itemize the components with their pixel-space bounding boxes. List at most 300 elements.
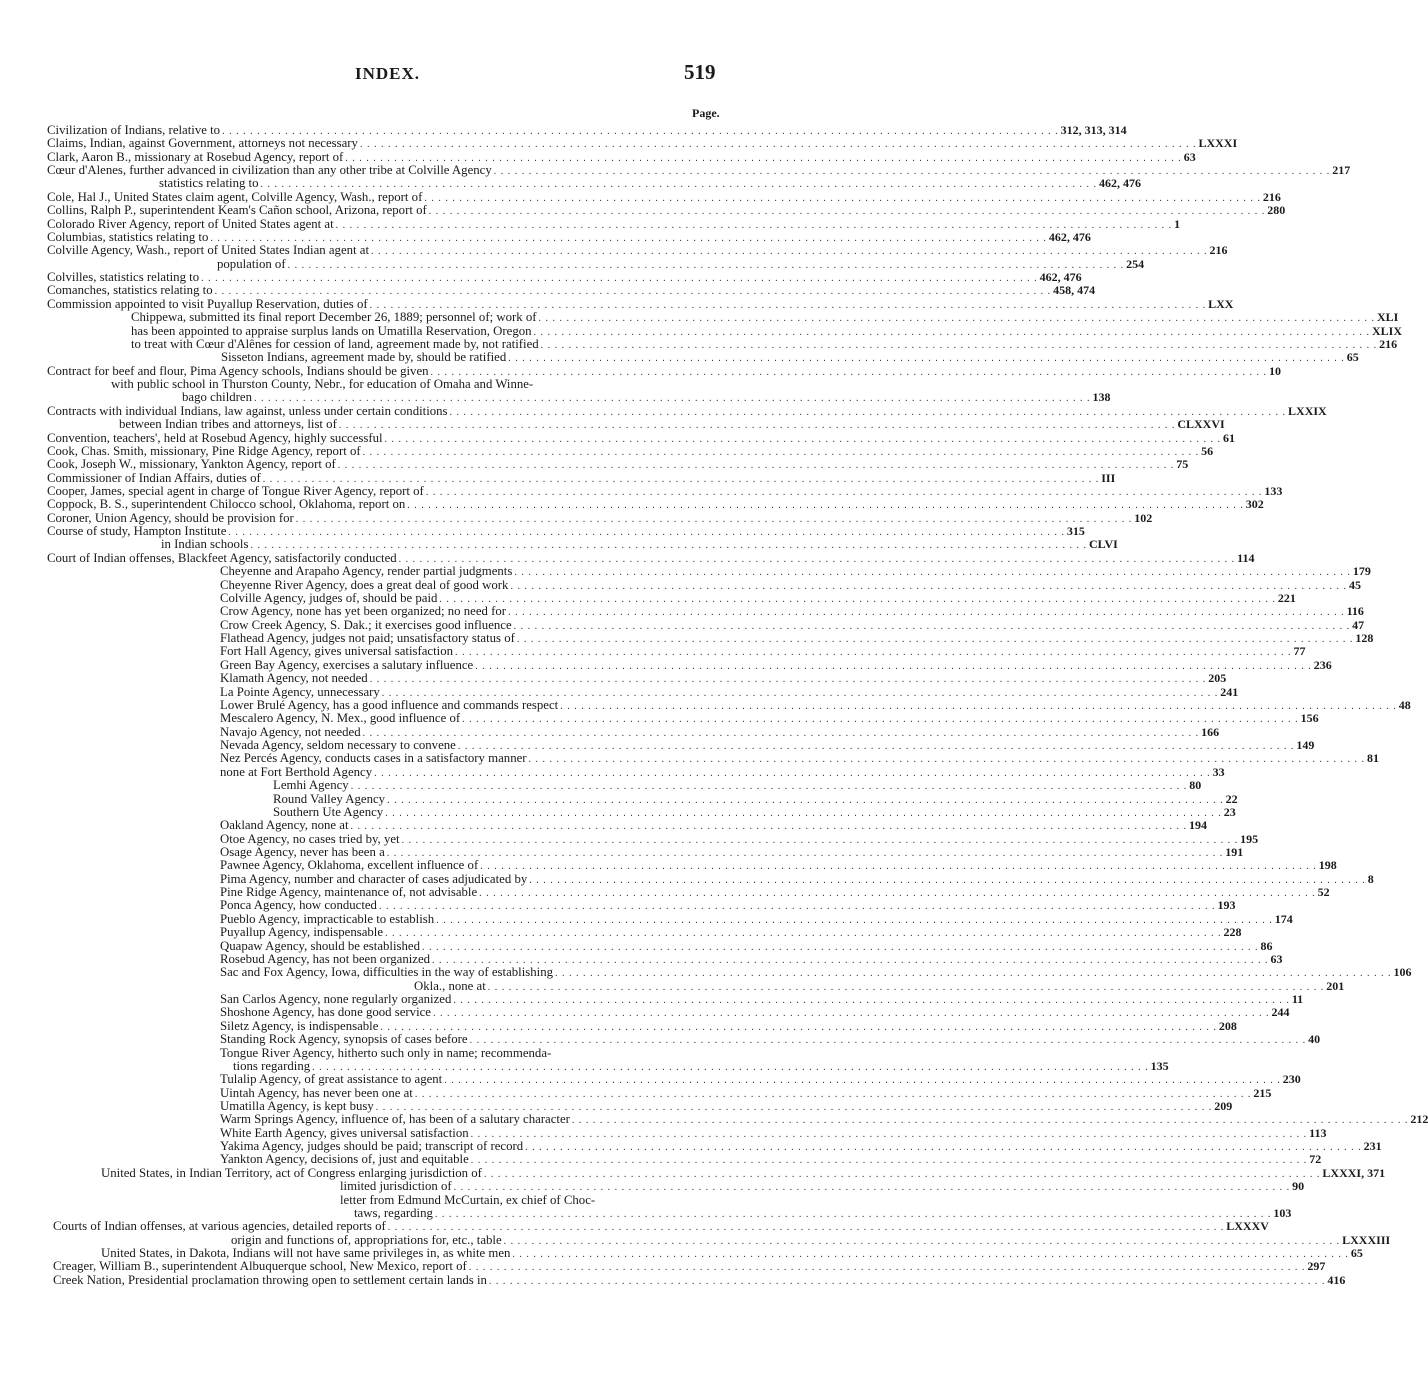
index-entry [220,657,1332,672]
entry-text: Flathead Agency, judges not paid; unsatisfactory status of [220,631,515,646]
index-entry [220,697,1411,712]
index-entry [111,378,734,391]
entry-text: Mescalero Agency, N. Mex., good influence of [220,711,461,726]
index-entry [220,938,1273,953]
entry-text: Civilization of Indians, relative to [47,123,221,137]
entry-text: Pima Agency, number and character of cases adjudicated by [220,871,528,886]
entry-text: Cole, Hal J., United States claim agent, Colville Agency, Wash., report of [47,189,423,204]
entry-text: Colville Agency, judges of, should be paid [220,590,438,605]
dot-leader: . . . . . . . . . . . . . . . . . . . . . . . . . . . . . . . . . . . . . . . . . . . . . . . . . . . . . . . . . . . . . . . . . . . . . . . . . . . . . . . . . . . . . . . . . . . . . . . . . . . . . . . . . . . . . . . . . . . . . . . . [222,126,1059,137]
entry-page: 103 [1273,1205,1292,1220]
entry-text: Creek Nation, Presidential proclamation throwing open to settlement certain lands in [53,1272,487,1287]
entry-page: 231 [1363,1139,1382,1154]
index-entry [220,898,1236,913]
entry-text: Standing Rock Agency, synopsis of cases before [220,1032,468,1047]
dot-leader: . . . . . . . . . . . . . . . . . . . . . . . . . . . . . . . . . . . . . . . . . . . . . . . . . . . . . . . . . . . . . . . . . . . . . . . . . . . . . . . . . . . . . . . . . . . . . . . . . . . . . . . . . . . . . . . . . . . . . . . . [483,1168,1321,1180]
entry-page: 63 [1183,149,1196,164]
entry-page: 135 [1150,1058,1169,1073]
dot-leader: . . . . . . . . . . . . . . . . . . . . . . . . . . . . . . . . . . . . . . . . . . . . . . . . . . . . . . . . . . . . . . . . . . . . . . . . . . . . . . . . . . . . . . . . . . . . . . . . . . . . . . . . . . . . . . . . . . . . . . . . [425,486,1263,498]
entry-page: 113 [1309,1125,1327,1140]
dot-leader: . . . . . . . . . . . . . . . . . . . . . . . . . . . . . . . . . . . . . . . . . . . . . . . . . . . . . . . . . . . . . . . . . . . . . . . . . . . . . . . . . . . . . . . . . . . . . . . . . . . . . . . . . . . . . . . . . . . . . . . . [434,1208,1272,1220]
dot-leader: . . . . . . . . . . . . . . . . . . . . . . . . . . . . . . . . . . . . . . . . . . . . . . . . . . . . . . . . . . . . . . . . . . . . . . . . . . . . . . . . . . . . . . . . . . . . . . . . . . . . . . . . . . . . . . . . . . . . . . . . [362,446,1200,458]
dot-leader: . . . . . . . . . . . . . . . . . . . . . . . . . . . . . . . . . . . . . . . . . . . . . . . . . . . . . . . . . . . . . . . . . . . . . . . . . . . . . . . . . . . . . . . . . . . . . . . . . . . . . . . . . . . . . . . . . . . . . . . . [381,687,1219,699]
index-entry [47,243,1228,258]
entry-text: Rosebud Agency, has not been organized [220,951,431,966]
entry-text: Claims, Indian, against Government, attorneys not necessary [47,136,358,151]
index-entry [53,1219,1269,1234]
dot-leader: . . . . . . . . . . . . . . . . . . . . . . . . . . . . . . . . . . . . . . . . . . . . . . . . . . . . . . . . . . . . . . . . . . . . . . . . . . . . . . . . . . . . . . . . . . . . . . . . . . . . . . . . . . . . . . . . . . . . . . . . [571,1115,1409,1127]
dot-leader: . . . . . . . . . . . . . . . . . . . . . . . . . . . . . . . . . . . . . . . . . . . . . . . . . . . . . . . . . . . . . . . . . . . . . . . . . . . . . . . . . . . . . . . . . . . . . . . . . . . . . . . . . . . . . . . . . . . . . . . . [374,767,1211,779]
dot-leader: . . . . . . . . . . . . . . . . . . . . . . . . . . . . . . . . . . . . . . . . . . . . . . . . . . . . . . . . . . . . . . . . . . . . . . . . . . . . . . . . . . . . . . . . . . . . . . . . . . . . . . . . . . . . . . . . . . . . . . . . [385,807,1222,819]
dot-leader: . . . . . . . . . . . . . . . . . . . . . . . . . . . . . . . . . . . . . . . . . . . . . . . . . . . . . . . . . . . . . . . . . . . . . . . . . . . . . . . . . . . . . . . . . . . . . . . . . . . . . . . . . . . . . . . . . . . . . . . . [449,406,1287,418]
dot-leader: . . . . . . . . . . . . . . . . . . . . . . . . . . . . . . . . . . . . . . . . . . . . . . . . . . . . . . . . . . . . . . . . . . . . . . . . . . . . . . . . . . . . . . . . . . . . . . . . . . . . . . . . . . . . . . . . . . . . . . . . [378,901,1216,913]
entry-text: United States, in Indian Territory, act of Congress enlarging jurisdiction of [101,1165,482,1180]
dot-leader: . . . . . . . . . . . . . . . . . . . . . . . . . . . . . . . . . . . . . . . . . . . . . . . . . . . . . . . . . . . . . . . . . . . . . . . . . . . . . . . . . . . . . . . . . . . . . . . . . . . . . . . . . . . . . . . . . . . . . . . . [538,313,1375,325]
index-entry [47,123,1127,137]
entry-text: Warm Springs Agency, influence of, has been of a salutary character [220,1112,570,1127]
index-entry [220,1047,734,1060]
index-entry [47,524,1085,539]
dot-leader: . . . . . . . . . . . . . . . . . . . . . . . . . . . . . . . . . . . . . . . . . . . . . . . . . . . . . . . . . . . . . . . . . . . . . . . . . . . . . . . . . . . . . . . . . . . . . . . . . . . . . . . . . . . . . . . . . . . . . . . . [439,593,1276,605]
index-entry [220,925,1242,940]
entry-text: Comanches, statistics relating to [47,283,213,298]
index-entry [220,885,1330,900]
dot-leader: . . . . . . . . . . . . . . . . . . . . . . . . . . . . . . . . . . . . . . . . . . . . . . . . . . . . . . . . . . . . . . . . . . . . . . . . . . . . . . . . . . . . . . . . . . . . . . . . . . . . . . . . . . . . . . . . . . . . . . . . [254,393,1091,405]
entry-page: 48 [1398,697,1411,712]
entry-page: 138 [1092,390,1111,405]
entry-page: 52 [1317,885,1330,900]
entry-text: Cook, Joseph W., missionary, Yankton Agency, report of [47,457,336,472]
page-number: 519 [684,60,716,84]
index-entry [220,1005,1290,1020]
index-entry [47,283,1096,298]
entry-text: Cooper, James, special agent in charge of Tongue River Agency, report of [47,483,424,498]
dot-leader: . . . . . . . . . . . . . . . . . . . . . . . . . . . . . . . . . . . . . . . . . . . . . . . . . . . . . . . . . . . . . . . . . . . . . . . . . . . . . . . . . . . . . . . . . . . . . . . . . . . . . . . . . . . . . . . . . . . . . . . . [487,981,1325,993]
entry-text: Commissioner of Indian Affairs, duties of [47,470,261,485]
entry-text: Colorado River Agency, report of United States agent at [47,216,334,231]
entry-page: 75 [1176,457,1189,472]
dot-leader: . . . . . . . . . . . . . . . . . . . . . . . . . . . . . . . . . . . . . . . . . . . . . . . . . . . . . . . . . . . . . . . . . . . . . . . . . . . . . . . . . . . . . . . . . . . . . . . . . . . . . . . . . . . . . . . . . . . . . . . . [453,995,1290,1007]
dot-leader: . . . . . . . . . . . . . . . . . . . . . . . . . . . . . . . . . . . . . . . . . . . . . . . . . . . . . . . . . . . . . . . . . . . . . . . . . . . . . . . . . . . . . . . . . . . . . . . . . . . . . . . . . . . . . . . . . . . . . . . . [335,219,1173,231]
index-entry [101,1165,1386,1180]
index-entry [220,724,1220,739]
index-entry [220,631,1374,646]
index-entry [47,550,1255,565]
index-entry [340,1194,734,1207]
entry-text: population of [217,256,286,271]
entry-text: Coroner, Union Agency, should be provision for [47,510,294,525]
entry-text: letter from Edmund McCurtain, ex chief of Choc- [340,1192,596,1207]
entry-text: Otoe Agency, no cases tried by, yet [220,831,400,846]
entry-text: bago children [182,390,253,405]
index-entry [220,1099,1233,1113]
index-entry [119,417,1225,432]
index-entry [354,1205,1292,1220]
entry-text: Fort Hall Agency, gives universal satisfaction [220,644,454,659]
entry-text: La Pointe Agency, unnecessary [220,684,380,699]
dot-leader: . . . . . . . . . . . . . . . . . . . . . . . . . . . . . . . . . . . . . . . . . . . . . . . . . . . . . . . . . . . . . . . . . . . . . . . . . . . . . . . . . . . . . . . . . . . . . . . . . . . . . . . . . . . . . . . . . . . . . . . . [350,821,1188,833]
entry-page: 10 [1269,363,1282,378]
entry-page: 116 [1346,604,1364,619]
entry-text: in Indian schools [161,537,249,552]
entry-page: 221 [1277,590,1296,605]
dot-leader: . . . . . . . . . . . . . . . . . . . . . . . . . . . . . . . . . . . . . . . . . . . . . . . . . . . . . . . . . . . . . . . . . . . . . . . . . . . . . . . . . . . . . . . . . . . . . . . . . . . . . . . . . . . . . . . . . . . . . . . . [371,246,1208,258]
entry-page: 40 [1308,1032,1321,1047]
entry-text: Yankton Agency, decisions of, just and equitable [220,1152,469,1167]
entry-text: Yakima Agency, judges should be paid; transcript of record [220,1139,524,1154]
entry-text: Umatilla Agency, is kept busy [220,1099,374,1113]
page-column-label: Page. [692,106,720,120]
dot-leader: . . . . . . . . . . . . . . . . . . . . . . . . . . . . . . . . . . . . . . . . . . . . . . . . . . . . . . . . . . . . . . . . . . . . . . . . . . . . . . . . . . . . . . . . . . . . . . . . . . . . . . . . . . . . . . . . . . . . . . . . [401,834,1239,846]
entry-page: III [1101,470,1116,485]
entry-page: 312, 313, 314 [1060,123,1127,137]
index-entry [53,1259,1326,1274]
entry-page: XLIX [1372,323,1403,338]
dot-leader: . . . . . . . . . . . . . . . . . . . . . . . . . . . . . . . . . . . . . . . . . . . . . . . . . . . . . . . . . . . . . . . . . . . . . . . . . . . . . . . . . . . . . . . . . . . . . . . . . . . . . . . . . . . . . . . . . . . . . . . . [503,1235,1341,1247]
dot-leader: . . . . . . . . . . . . . . . . . . . . . . . . . . . . . . . . . . . . . . . . . . . . . . . . . . . . . . . . . . . . . . . . . . . . . . . . . . . . . . . . . . . . . . . . . . . . . . . . . . . . . . . . . . . . . . . . . . . . . . . . [470,1155,1308,1167]
entry-page: 65 [1350,1246,1363,1261]
index-entry [47,296,1234,311]
entry-page: 45 [1348,577,1361,592]
dot-leader: . . . . . . . . . . . . . . . . . . . . . . . . . . . . . . . . . . . . . . . . . . . . . . . . . . . . . . . . . . . . . . . . . . . . . . . . . . . . . . . . . . . . . . . . . . . . . . . . . . . . . . . . . . . . . . . . . . . . . . . . [362,727,1200,739]
entry-text: Colville Agency, Wash., report of United States Indian agent at [47,243,370,258]
dot-leader: . . . . . . . . . . . . . . . . . . . . . . . . . . . . . . . . . . . . . . . . . . . . . . . . . . . . . . . . . . . . . . . . . . . . . . . . . . . . . . . . . . . . . . . . . . . . . . . . . . . . . . . . . . . . . . . . . . . . . . . . [380,1021,1217,1033]
entry-text: taws, regarding [354,1205,433,1220]
entry-page: 11 [1291,992,1304,1007]
entry-page: 65 [1346,350,1359,365]
index-entry [220,671,1227,686]
index-entry [47,443,1214,458]
index-entry [220,590,1296,605]
entry-page: LXXIX [1288,403,1327,418]
dot-leader: . . . . . . . . . . . . . . . . . . . . . . . . . . . . . . . . . . . . . . . . . . . . . . . . . . . . . . . . . . . . . . . . . . . . . . . . . . . . . . . . . . . . . . . . . . . . . . . . . . . . . . . . . . . . . . . . . . . . . . . . [407,500,1244,512]
dot-leader: . . . . . . . . . . . . . . . . . . . . . . . . . . . . . . . . . . . . . . . . . . . . . . . . . . . . . . . . . . . . . . . . . . . . . . . . . . . . . . . . . . . . . . . . . . . . . . . . . . . . . . . . . . . . . . . . . . . . . . . . [421,941,1259,953]
index-entry [220,738,1315,753]
dot-leader: . . . . . . . . . . . . . . . . . . . . . . . . . . . . . . . . . . . . . . . . . . . . . . . . . . . . . . . . . . . . . . . . . . . . . . . . . . . . . . . . . . . . . . . . . . . . . . . . . . . . . . . . . . . . . . . . . . . . . . . . [528,754,1366,766]
dot-leader: . . . . . . . . . . . . . . . . . . . . . . . . . . . . . . . . . . . . . . . . . . . . . . . . . . . . . . . . . . . . . . . . . . . . . . . . . . . . . . . . . . . . . . . . . . . . . . . . . . . . . . . . . . . . . . . . . . . . . . . . [369,674,1207,686]
entry-page: 254 [1126,256,1145,271]
entry-page: LXXXI [1198,136,1238,151]
index-entry [220,564,1371,579]
index-entry [273,804,1236,819]
entry-text: Round Valley Agency [273,791,386,806]
entry-page: 61 [1223,430,1236,445]
entry-text: Colvilles, statistics relating to [47,270,200,285]
dot-leader: . . . . . . . . . . . . . . . . . . . . . . . . . . . . . . . . . . . . . . . . . . . . . . . . . . . . . . . . . . . . . . . . . . . . . . . . . . . . . . . . . . . . . . . . . . . . . . . . . . . . . . . . . . . . . . . . . . . . . . . . [350,781,1188,793]
index-entry [414,978,1345,993]
index-entry [47,216,1181,231]
dot-leader: . . . . . . . . . . . . . . . . . . . . . . . . . . . . . . . . . . . . . . . . . . . . . . . . . . . . . . . . . . . . . . . . . . . . . . . . . . . . . . . . . . . . . . . . . . . . . . . . . . . . . . . . . . . . . . . . . . . . . . . . [444,1075,1281,1087]
index-entry [220,1139,1382,1154]
entry-page: 244 [1271,1005,1290,1020]
index-entry [220,831,1259,846]
entry-page: 209 [1214,1099,1233,1113]
dot-leader: . . . . . . . . . . . . . . . . . . . . . . . . . . . . . . . . . . . . . . . . . . . . . . . . . . . . . . . . . . . . . . . . . . . . . . . . . . . . . . . . . . . . . . . . . . . . . . . . . . . . . . . . . . . . . . . . . . . . . . . . [470,1128,1308,1140]
index-entry [220,951,1283,966]
entry-text: none at Fort Berthold Agency [220,764,373,779]
index-entry [220,1018,1237,1033]
entry-page: LXXXIII [1342,1232,1391,1247]
entry-text: Sac and Fox Agency, Iowa, difficulties in the way of establishing [220,965,554,980]
index-entry [220,711,1319,726]
entry-page: 462, 476 [1048,229,1091,244]
entry-text: Tulalip Agency, of great assistance to agent [220,1072,443,1087]
entry-page: 77 [1293,644,1306,659]
dot-leader: . . . . . . . . . . . . . . . . . . . . . . . . . . . . . . . . . . . . . . . . . . . . . . . . . . . . . . . . . . . . . . . . . . . . . . . . . . . . . . . . . . . . . . . . . . . . . . . . . . . . . . . . . . . . . . . . . . . . . . . . [386,847,1224,859]
dot-leader: . . . . . . . . . . . . . . . . . . . . . . . . . . . . . . . . . . . . . . . . . . . . . . . . . . . . . . . . . . . . . . . . . . . . . . . . . . . . . . . . . . . . . . . . . . . . . . . . . . . . . . . . . . . . . . . . . . . . . . . . [385,928,1222,940]
dot-leader: . . . . . . . . . . . . . . . . . . . . . . . . . . . . . . . . . . . . . . . . . . . . . . . . . . . . . . . . . . . . . . . . . . . . . . . . . . . . . . . . . . . . . . . . . . . . . . . . . . . . . . . . . . . . . . . . . . . . . . . . [210,232,1047,244]
entry-text: Lower Brulé Agency, has a good influence and commands respect [220,697,559,712]
entry-page: 195 [1240,831,1259,846]
entry-page: 1 [1174,216,1181,231]
dot-leader: . . . . . . . . . . . . . . . . . . . . . . . . . . . . . . . . . . . . . . . . . . . . . . . . . . . . . . . . . . . . . . . . . . . . . . . . . . . . . . . . . . . . . . . . . . . . . . . . . . . . . . . . . . . . . . . . . . . . . . . . [338,420,1176,432]
entry-page: 462, 476 [1099,176,1142,191]
entry-page: 212 [1410,1112,1428,1127]
entry-page: 315 [1066,524,1085,539]
entry-page: 33 [1212,764,1225,779]
entry-page: 8 [1367,871,1374,886]
entry-page: 216 [1209,243,1228,258]
dot-leader: . . . . . . . . . . . . . . . . . . . . . . . . . . . . . . . . . . . . . . . . . . . . . . . . . . . . . . . . . . . . . . . . . . . . . . . . . . . . . . . . . . . . . . . . . . . . . . . . . . . . . . . . . . . . . . . . . . . . . . . . [387,794,1224,806]
entry-text: Cheyenne and Arapaho Agency, render partial judgments [220,564,513,579]
index-entry [131,310,1399,325]
entry-page: 86 [1260,938,1273,953]
dot-leader: . . . . . . . . . . . . . . . . . . . . . . . . . . . . . . . . . . . . . . . . . . . . . . . . . . . . . . . . . . . . . . . . . . . . . . . . . . . . . . . . . . . . . . . . . . . . . . . . . . . . . . . . . . . . . . . . . . . . . . . . [493,166,1331,178]
index-entry [47,457,1189,472]
dot-leader: . . . . . . . . . . . . . . . . . . . . . . . . . . . . . . . . . . . . . . . . . . . . . . . . . . . . . . . . . . . . . . . . . . . . . . . . . . . . . . . . . . . . . . . . . . . . . . . . . . . . . . . . . . . . . . . . . . . . . . . . [430,366,1268,378]
entry-text: Oakland Agency, none at [220,818,349,833]
entry-page: 217 [1332,163,1351,178]
index-entry [47,229,1091,244]
entry-text: United States, in Dakota, Indians will not have same privileges in, as white men [101,1246,511,1261]
entry-page: 216 [1379,336,1398,351]
entry-page: 297 [1307,1259,1326,1274]
entry-page: 72 [1309,1152,1322,1167]
entry-page: 208 [1218,1018,1237,1033]
dot-leader: . . . . . . . . . . . . . . . . . . . . . . . . . . . . . . . . . . . . . . . . . . . . . . . . . . . . . . . . . . . . . . . . . . . . . . . . . . . . . . . . . . . . . . . . . . . . . . . . . . . . . . . . . . . . . . . . . . . . . . . . [529,874,1366,886]
dot-leader: . . . . . . . . . . . . . . . . . . . . . . . . . . . . . . . . . . . . . . . . . . . . . . . . . . . . . . . . . . . . . . . . . . . . . . . . . . . . . . . . . . . . . . . . . . . . . . . . . . . . . . . . . . . . . . . . . . . . . . . . [462,714,1299,726]
entry-page: 193 [1217,898,1236,913]
entry-page: 47 [1352,617,1365,632]
index-entry [220,1032,1321,1047]
index-entry [220,644,1306,659]
entry-page: 63 [1270,951,1283,966]
index-entry [233,1058,1169,1073]
entry-text: Course of study, Hampton Institute [47,524,227,539]
index-entry [220,844,1244,859]
dot-leader: . . . . . . . . . . . . . . . . . . . . . . . . . . . . . . . . . . . . . . . . . . . . . . . . . . . . . . . . . . . . . . . . . . . . . . . . . . . . . . . . . . . . . . . . . . . . . . . . . . . . . . . . . . . . . . . . . . . . . . . . [260,179,1098,191]
index-entry [220,1085,1272,1100]
dot-leader: . . . . . . . . . . . . . . . . . . . . . . . . . . . . . . . . . . . . . . . . . . . . . . . . . . . . . . . . . . . . . . . . . . . . . . . . . . . . . . . . . . . . . . . . . . . . . . . . . . . . . . . . . . . . . . . . . . . . . . . . [428,206,1266,218]
index-entry [220,684,1239,699]
index-entry [231,1232,1391,1247]
index-entry [159,176,1142,191]
entry-text: Cook, Chas. Smith, missionary, Pine Ridge Agency, report of [47,443,361,458]
entry-page: 194 [1189,818,1208,833]
index-entry [220,604,1364,619]
entry-page: 198 [1318,858,1337,873]
dot-leader: . . . . . . . . . . . . . . . . . . . . . . . . . . . . . . . . . . . . . . . . . . . . . . . . . . . . . . . . . . . . . . . . . . . . . . . . . . . . . . . . . . . . . . . . . . . . . . . . . . . . . . . . . . . . . . . . . . . . . . . . [525,1142,1362,1154]
entry-text: with public school in Thurston County, Nebr., for education of Omaha and Winne- [111,377,534,392]
dot-leader: . . . . . . . . . . . . . . . . . . . . . . . . . . . . . . . . . . . . . . . . . . . . . . . . . . . . . . . . . . . . . . . . . . . . . . . . . . . . . . . . . . . . . . . . . . . . . . . . . . . . . . . . . . . . . . . . . . . . . . . . [469,1035,1307,1047]
dot-leader: . . . . . . . . . . . . . . . . . . . . . . . . . . . . . . . . . . . . . . . . . . . . . . . . . . . . . . . . . . . . . . . . . . . . . . . . . . . . . . . . . . . . . . . . . . . . . . . . . . . . . . . . . . . . . . . . . . . . . . . . [387,1222,1225,1234]
entry-page: XLI [1377,310,1399,325]
entry-text: Commission appointed to visit Puyallup Reservation, duties of [47,296,368,311]
index-entry [47,470,1116,485]
index-entry [220,764,1225,779]
entry-text: Tongue River Agency, hitherto such only in name; recommenda- [220,1045,552,1060]
entry-page: 216 [1262,189,1281,204]
index-entry [221,350,1359,365]
entry-text: Ponca Agency, how conducted [220,898,377,913]
index-entry [220,992,1304,1007]
dot-leader: . . . . . . . . . . . . . . . . . . . . . . . . . . . . . . . . . . . . . . . . . . . . . . . . . . . . . . . . . . . . . . . . . . . . . . . . . . . . . . . . . . . . . . . . . . . . . . . . . . . . . . . . . . . . . . . . . . . . . . . . [295,513,1133,525]
dot-leader: . . . . . . . . . . . . . . . . . . . . . . . . . . . . . . . . . . . . . . . . . . . . . . . . . . . . . . . . . . . . . . . . . . . . . . . . . . . . . . . . . . . . . . . . . . . . . . . . . . . . . . . . . . . . . . . . . . . . . . . . [510,580,1347,592]
entry-text: Collins, Ralph P., superintendent Keam's Cañon school, Arizona, report of [47,203,427,218]
entry-page: 179 [1352,564,1371,579]
entry-text: San Carlos Agency, none regularly organized [220,992,452,1007]
dot-leader: . . . . . . . . . . . . . . . . . . . . . . . . . . . . . . . . . . . . . . . . . . . . . . . . . . . . . . . . . . . . . . . . . . . . . . . . . . . . . . . . . . . . . . . . . . . . . . . . . . . . . . . . . . . . . . . . . . . . . . . . [560,700,1397,712]
index-entry [131,336,1398,351]
entry-text: Pine Ridge Agency, maintenance of, not advisable [220,885,478,900]
dot-leader: . . . . . . . . . . . . . . . . . . . . . . . . . . . . . . . . . . . . . . . . . . . . . . . . . . . . . . . . . . . . . . . . . . . . . . . . . . . . . . . . . . . . . . . . . . . . . . . . . . . . . . . . . . . . . . . . . . . . . . . . [436,914,1273,926]
entry-page: 228 [1223,925,1242,940]
entry-text: Coppock, B. S., superintendent Chilocco school, Oklahoma, report on [47,497,406,512]
dot-leader: . . . . . . . . . . . . . . . . . . . . . . . . . . . . . . . . . . . . . . . . . . . . . . . . . . . . . . . . . . . . . . . . . . . . . . . . . . . . . . . . . . . . . . . . . . . . . . . . . . . . . . . . . . . . . . . . . . . . . . . . [424,192,1261,204]
dot-leader: . . . . . . . . . . . . . . . . . . . . . . . . . . . . . . . . . . . . . . . . . . . . . . . . . . . . . . . . . . . . . . . . . . . . . . . . . . . . . . . . . . . . . . . . . . . . . . . . . . . . . . . . . . . . . . . . . . . . . . . . [514,567,1351,579]
entry-page: LXXXI, 371 [1322,1165,1386,1180]
dot-leader: . . . . . . . . . . . . . . . . . . . . . . . . . . . . . . . . . . . . . . . . . . . . . . . . . . . . . . . . . . . . . . . . . . . . . . . . . . . . . . . . . . . . . . . . . . . . . . . . . . . . . . . . . . . . . . . . . . . . . . . . [345,152,1182,164]
index-entry [161,537,1118,552]
entry-text: statistics relating to [159,176,259,191]
entry-text: Convention, teachers', held at Rosebud Agency, highly successful [47,430,383,445]
dot-leader: . . . . . . . . . . . . . . . . . . . . . . . . . . . . . . . . . . . . . . . . . . . . . . . . . . . . . . . . . . . . . . . . . . . . . . . . . . . . . . . . . . . . . . . . . . . . . . . . . . . . . . . . . . . . . . . . . . . . . . . . [480,861,1317,873]
index-entry [47,403,1327,418]
dot-leader: . . . . . . . . . . . . . . . . . . . . . . . . . . . . . . . . . . . . . . . . . . . . . . . . . . . . . . . . . . . . . . . . . . . . . . . . . . . . . . . . . . . . . . . . . . . . . . . . . . . . . . . . . . . . . . . . . . . . . . . . [457,741,1295,753]
index-entry [101,1246,1363,1261]
index-entry [220,1125,1327,1140]
index-entry [220,965,1412,980]
index-entry [220,818,1208,833]
entry-text: Lemhi Agency [273,778,349,793]
entry-text: Contracts with individual Indians, law against, unless under certain conditions [47,403,448,418]
entry-page: 106 [1393,965,1412,980]
dot-leader: . . . . . . . . . . . . . . . . . . . . . . . . . . . . . . . . . . . . . . . . . . . . . . . . . . . . . . . . . . . . . . . . . . . . . . . . . . . . . . . . . . . . . . . . . . . . . . . . . . . . . . . . . . . . . . . . . . . . . . . . [359,139,1197,151]
index-entry [220,751,1380,766]
entry-text: has been appointed to appraise surplus lands on Umatilla Reservation, Oregon [131,323,532,338]
index-entry [47,270,1082,285]
dot-leader: . . . . . . . . . . . . . . . . . . . . . . . . . . . . . . . . . . . . . . . . . . . . . . . . . . . . . . . . . . . . . . . . . . . . . . . . . . . . . . . . . . . . . . . . . . . . . . . . . . . . . . . . . . . . . . . . . . . . . . . . [214,286,1052,298]
index-entry [47,136,1238,151]
dot-leader: . . . . . . . . . . . . . . . . . . . . . . . . . . . . . . . . . . . . . . . . . . . . . . . . . . . . . . . . . . . . . . . . . . . . . . . . . . . . . . . . . . . . . . . . . . . . . . . . . . . . . . . . . . . . . . . . . . . . . . . . [479,888,1316,900]
entry-text: Pueblo Agency, impracticable to establish [220,911,435,926]
dot-leader: . . . . . . . . . . . . . . . . . . . . . . . . . . . . . . . . . . . . . . . . . . . . . . . . . . . . . . . . . . . . . . . . . . . . . . . . . . . . . . . . . . . . . . . . . . . . . . . . . . . . . . . . . . . . . . . . . . . . . . . . [287,259,1125,271]
dot-leader: . . . . . . . . . . . . . . . . . . . . . . . . . . . . . . . . . . . . . . . . . . . . . . . . . . . . . . . . . . . . . . . . . . . . . . . . . . . . . . . . . . . . . . . . . . . . . . . . . . . . . . . . . . . . . . . . . . . . . . . . [312,1061,1149,1073]
entry-page: 205 [1208,671,1227,686]
index-entry [340,1179,1305,1194]
dot-leader: . . . . . . . . . . . . . . . . . . . . . . . . . . . . . . . . . . . . . . . . . . . . . . . . . . . . . . . . . . . . . . . . . . . . . . . . . . . . . . . . . . . . . . . . . . . . . . . . . . . . . . . . . . . . . . . . . . . . . . . . [516,634,1354,646]
index-entry [273,791,1238,806]
entry-page: 215 [1253,1085,1272,1100]
entry-text: limited jurisdiction of [340,1179,452,1194]
entry-page: 230 [1282,1072,1301,1087]
index-entry [220,1152,1322,1167]
index-entry [47,483,1283,498]
entry-text: Southern Ute Agency [273,804,384,819]
entry-text: origin and functions of, appropriations for, etc., table [231,1232,502,1247]
index-entry [47,510,1153,525]
dot-leader: . . . . . . . . . . . . . . . . . . . . . . . . . . . . . . . . . . . . . . . . . . . . . . . . . . . . . . . . . . . . . . . . . . . . . . . . . . . . . . . . . . . . . . . . . . . . . . . . . . . . . . . . . . . . . . . . . . . . . . . . [555,968,1392,980]
dot-leader: . . . . . . . . . . . . . . . . . . . . . . . . . . . . . . . . . . . . . . . . . . . . . . . . . . . . . . . . . . . . . . . . . . . . . . . . . . . . . . . . . . . . . . . . . . . . . . . . . . . . . . . . . . . . . . . . . . . . . . . . [533,326,1371,338]
dot-leader: . . . . . . . . . . . . . . . . . . . . . . . . . . . . . . . . . . . . . . . . . . . . . . . . . . . . . . . . . . . . . . . . . . . . . . . . . . . . . . . . . . . . . . . . . . . . . . . . . . . . . . . . . . . . . . . . . . . . . . . . [375,1102,1213,1113]
entry-text: Contract for beef and flour, Pima Agency schools, Indians should be given [47,363,429,378]
index-entry [220,1112,1428,1127]
entry-text: Courts of Indian offenses, at various agencies, detailed reports of [53,1219,386,1234]
dot-leader: . . . . . . . . . . . . . . . . . . . . . . . . . . . . . . . . . . . . . . . . . . . . . . . . . . . . . . . . . . . . . . . . . . . . . . . . . . . . . . . . . . . . . . . . . . . . . . . . . . . . . . . . . . . . . . . . . . . . . . . . [432,954,1269,966]
running-head-title: INDEX. [355,64,421,83]
index-entry [220,617,1365,632]
dot-leader: . . . . . . . . . . . . . . . . . . . . . . . . . . . . . . . . . . . . . . . . . . . . . . . . . . . . . . . . . . . . . . . . . . . . . . . . . . . . . . . . . . . . . . . . . . . . . . . . . . . . . . . . . . . . . . . . . . . . . . . . [250,540,1087,552]
entry-text: Klamath Agency, not needed [220,671,368,686]
entry-page: 280 [1267,203,1286,218]
entry-text: Chippewa, submitted its final report December 26, 1889; personnel of; work of [131,310,537,325]
entry-page: 174 [1274,911,1293,926]
entry-page: 166 [1201,724,1220,739]
index-entry [220,871,1374,886]
dot-leader: . . . . . . . . . . . . . . . . . . . . . . . . . . . . . . . . . . . . . . . . . . . . . . . . . . . . . . . . . . . . . . . . . . . . . . . . . . . . . . . . . . . . . . . . . . . . . . . . . . . . . . . . . . . . . . . . . . . . . . . . [508,353,1345,365]
entry-text: Crow Creek Agency, S. Dak.; it exercises good influence [220,617,512,632]
index-entry [47,363,1282,378]
dot-leader: . . . . . . . . . . . . . . . . . . . . . . . . . . . . . . . . . . . . . . . . . . . . . . . . . . . . . . . . . . . . . . . . . . . . . . . . . . . . . . . . . . . . . . . . . . . . . . . . . . . . . . . . . . . . . . . . . . . . . . . . [262,473,1100,485]
index-entry [182,390,1111,405]
entry-text: to treat with Cœur d'Alênes for cession of land, agreement made by, not ratified [131,336,539,351]
index-entry [53,1272,1346,1287]
entry-text: Cœur d'Alenes, further advanced in civilization than any other tribe at Colville Agency [47,163,492,178]
entry-page: CLVI [1088,537,1118,552]
entry-text: Quapaw Agency, should be established [220,938,420,953]
entry-page: 241 [1220,684,1239,699]
entry-page: 462, 476 [1039,270,1082,285]
index-entry [220,1072,1301,1087]
index-entry [47,189,1281,204]
entry-text: Shoshone Agency, has done good service [220,1005,431,1020]
entry-page: 128 [1355,631,1374,646]
index-entry [220,911,1293,926]
dot-leader: . . . . . . . . . . . . . . . . . . . . . . . . . . . . . . . . . . . . . . . . . . . . . . . . . . . . . . . . . . . . . . . . . . . . . . . . . . . . . . . . . . . . . . . . . . . . . . . . . . . . . . . . . . . . . . . . . . . . . . . . [453,1182,1291,1194]
entry-text: Creager, William B., superintendent Albuquerque school, New Mexico, report of [53,1259,467,1274]
index-entry [273,778,1202,793]
entry-page: 114 [1237,550,1255,565]
dot-leader: . . . . . . . . . . . . . . . . . . . . . . . . . . . . . . . . . . . . . . . . . . . . . . . . . . . . . . . . . . . . . . . . . . . . . . . . . . . . . . . . . . . . . . . . . . . . . . . . . . . . . . . . . . . . . . . . . . . . . . . . [468,1262,1306,1274]
index-entry [47,430,1236,445]
entry-text: tions regarding [233,1058,311,1073]
entry-page: 102 [1134,510,1153,525]
entry-page: 416 [1327,1272,1346,1287]
entry-text: Pawnee Agency, Oklahoma, excellent influence of [220,858,479,873]
dot-leader: . . . . . . . . . . . . . . . . . . . . . . . . . . . . . . . . . . . . . . . . . . . . . . . . . . . . . . . . . . . . . . . . . . . . . . . . . . . . . . . . . . . . . . . . . . . . . . . . . . . . . . . . . . . . . . . . . . . . . . . . [201,273,1038,285]
index-entry [131,323,1403,338]
entry-page: 80 [1189,778,1202,793]
dot-leader: . . . . . . . . . . . . . . . . . . . . . . . . . . . . . . . . . . . . . . . . . . . . . . . . . . . . . . . . . . . . . . . . . . . . . . . . . . . . . . . . . . . . . . . . . . . . . . . . . . . . . . . . . . . . . . . . . . . . . . . . [337,460,1175,472]
dot-leader: . . . . . . . . . . . . . . . . . . . . . . . . . . . . . . . . . . . . . . . . . . . . . . . . . . . . . . . . . . . . . . . . . . . . . . . . . . . . . . . . . . . . . . . . . . . . . . . . . . . . . . . . . . . . . . . . . . . . . . . . [369,299,1207,311]
index-entry [220,577,1361,592]
entry-text: Crow Agency, none has yet been organized; no need for [220,604,507,619]
dot-leader: . . . . . . . . . . . . . . . . . . . . . . . . . . . . . . . . . . . . . . . . . . . . . . . . . . . . . . . . . . . . . . . . . . . . . . . . . . . . . . . . . . . . . . . . . . . . . . . . . . . . . . . . . . . . . . . . . . . . . . . . [488,1275,1326,1287]
dot-leader: . . . . . . . . . . . . . . . . . . . . . . . . . . . . . . . . . . . . . . . . . . . . . . . . . . . . . . . . . . . . . . . . . . . . . . . . . . . . . . . . . . . . . . . . . . . . . . . . . . . . . . . . . . . . . . . . . . . . . . . . [512,1249,1349,1261]
index-entry [220,858,1337,873]
entry-text: Sisseton Indians, agreement made by, should be ratified [221,350,507,365]
index-entry [47,497,1264,512]
